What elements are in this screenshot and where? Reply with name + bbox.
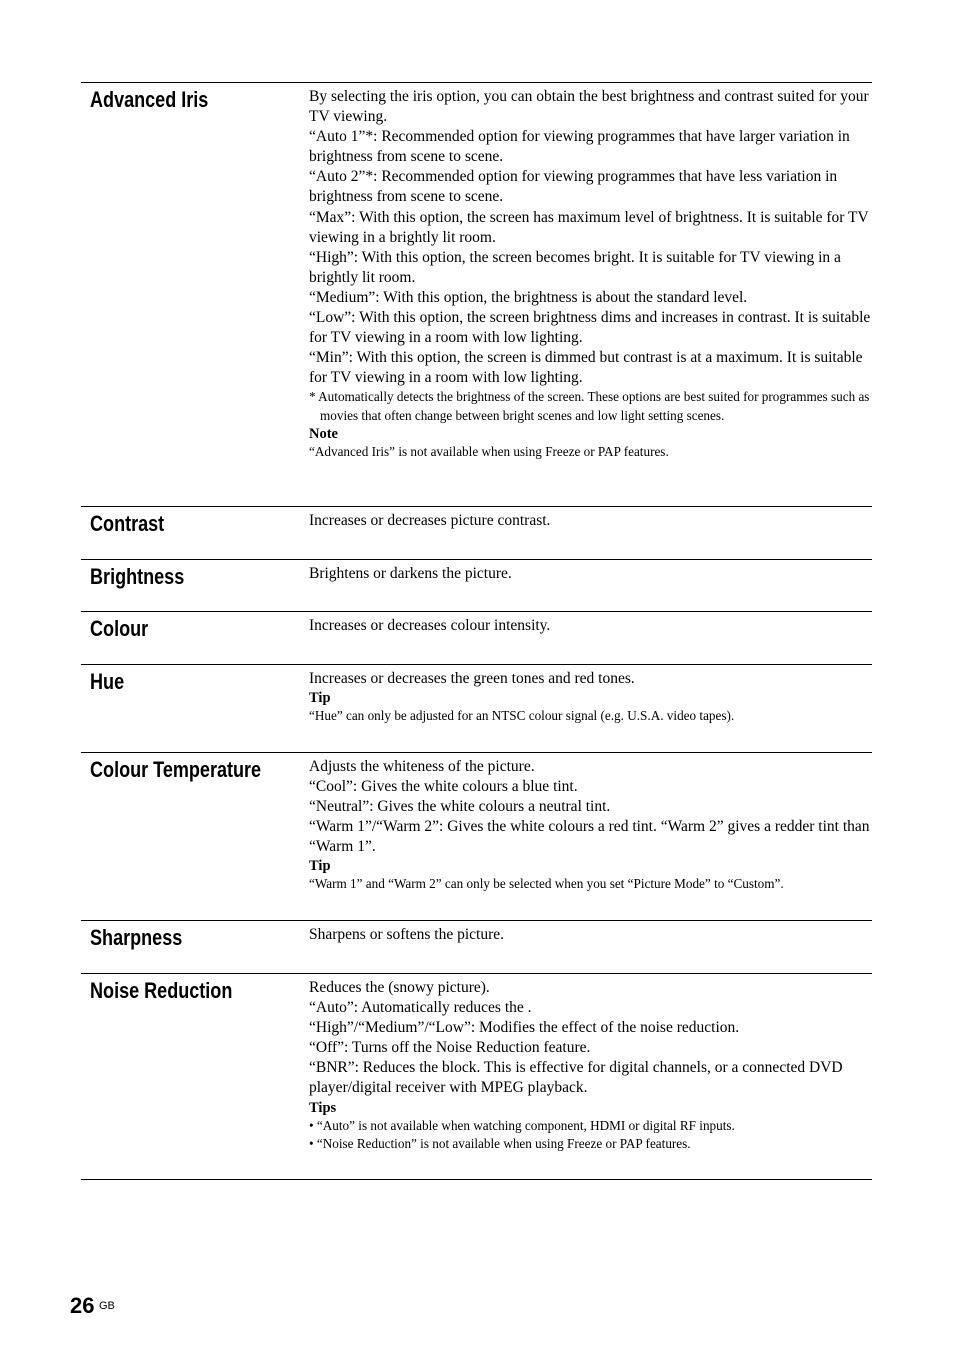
description-line: Increases or decreases colour intensity. (309, 617, 551, 634)
setting-description (309, 560, 872, 611)
row-brightness (81, 560, 872, 612)
setting-label: Colour (90, 616, 149, 641)
row-advanced-iris (81, 83, 872, 507)
row-hue (81, 665, 872, 753)
tip-bullet: • “Noise Reduction” is not available when using Freeze or PAP features. (309, 1136, 691, 1152)
description-line: “Off”: Turns off the Noise Reduction feature. (309, 1039, 591, 1057)
description-line: Increases or decreases the green tones and red tones. (309, 670, 635, 687)
description-line: “Auto 1”*: Recommended option for viewing programmes that have larger variation in brightness from scene to scene. (309, 128, 850, 166)
description-line: “BNR”: Reduces the block. This is effective for digital channels, or a connected DVD player/digital receiver with MPEG playback. (309, 1059, 843, 1097)
row-colour (81, 612, 872, 665)
tip-text: “Warm 1” and “Warm 2” can only be selected when you set “Picture Mode” to “Custom”. (309, 876, 784, 892)
description-line: “Cool”: Gives the white colours a blue tint. (309, 778, 578, 796)
row-noise-reduction (81, 974, 872, 1180)
settings-table (81, 82, 872, 1180)
page-region-code: GB (99, 1300, 115, 1312)
description-line: “High”: With this option, the screen becomes bright. It is suitable for TV viewing in a brightly lit room. (309, 248, 841, 286)
description-line: “High”/“Medium”/“Low”: Modifies the effect of the noise reduction. (309, 1019, 740, 1037)
setting-label: Advanced Iris (90, 87, 209, 112)
setting-label: Noise Reduction (90, 978, 233, 1003)
setting-label: Sharpness (90, 925, 183, 950)
description-line: “Min”: With this option, the screen is dimmed but contrast is at a maximum. It is suitable for TV viewing in a room with low lighting. (309, 349, 863, 387)
note-text: “Advanced Iris” is not available when using Freeze or PAP features. (309, 444, 669, 460)
description-line: Adjusts the whiteness of the picture. (309, 758, 535, 775)
description-line: Brightens or darkens the picture. (309, 565, 512, 582)
description-line: By selecting the iris option, you can obtain the best brightness and contrast suited for your TV viewing. (309, 88, 869, 126)
footnote: * Automatically detects the brightness of the screen. These options are best suited for programmes such as movies that often change between bright scenes and low light setting scenes. (309, 389, 870, 423)
setting-description (309, 753, 872, 920)
description-line: “Neutral”: Gives the white colours a neutral tint. (309, 798, 611, 816)
description-line: “Medium”: With this option, the brightness is about the standard level. (309, 288, 748, 306)
description-line: “Max”: With this option, the screen has maximum level of brightness. It is suitable for TV viewing in a brightly lit room. (309, 208, 869, 246)
description-line: “Warm 1”/“Warm 2”: Gives the white colours a red tint. “Warm 2” gives a redder tint than “Warm 1”. (309, 818, 870, 856)
setting-label: Contrast (90, 511, 165, 536)
note-heading: Note (309, 426, 338, 443)
setting-label: Brightness (90, 564, 185, 589)
tip-bullet: • “Auto” is not available when watching component, HDMI or digital RF inputs. (309, 1117, 735, 1133)
setting-description (309, 507, 872, 559)
tip-heading: Tip (309, 690, 331, 707)
description-line: “Low”: With this option, the screen brightness dims and increases in contrast. It is suitable for TV viewing in a room with low lighting. (309, 309, 871, 347)
row-sharpness (81, 921, 872, 974)
page-number: 26 (70, 1293, 95, 1318)
row-colour-temperature (81, 753, 872, 921)
setting-description (309, 974, 872, 1179)
setting-description (309, 612, 872, 664)
description-line: Sharpens or softens the picture. (309, 926, 504, 943)
setting-description (309, 83, 872, 506)
description-line: “Auto 2”*: Recommended option for viewing programmes that have less variation in brightness from scene to scene. (309, 168, 838, 206)
tips-heading: Tips (309, 1099, 337, 1116)
row-contrast (81, 507, 872, 560)
setting-label: Colour Temperature (90, 757, 262, 782)
setting-label: Hue (90, 669, 125, 694)
tip-text: “Hue” can only be adjusted for an NTSC colour signal (e.g. U.S.A. video tapes). (309, 708, 735, 724)
description-line: Increases or decreases picture contrast. (309, 512, 551, 529)
setting-description (309, 921, 872, 973)
description-line: Reduces the (snowy picture). (309, 979, 490, 996)
tip-heading: Tip (309, 858, 331, 875)
description-line: “Auto”: Automatically reduces the . (309, 999, 532, 1017)
setting-description (309, 665, 872, 752)
